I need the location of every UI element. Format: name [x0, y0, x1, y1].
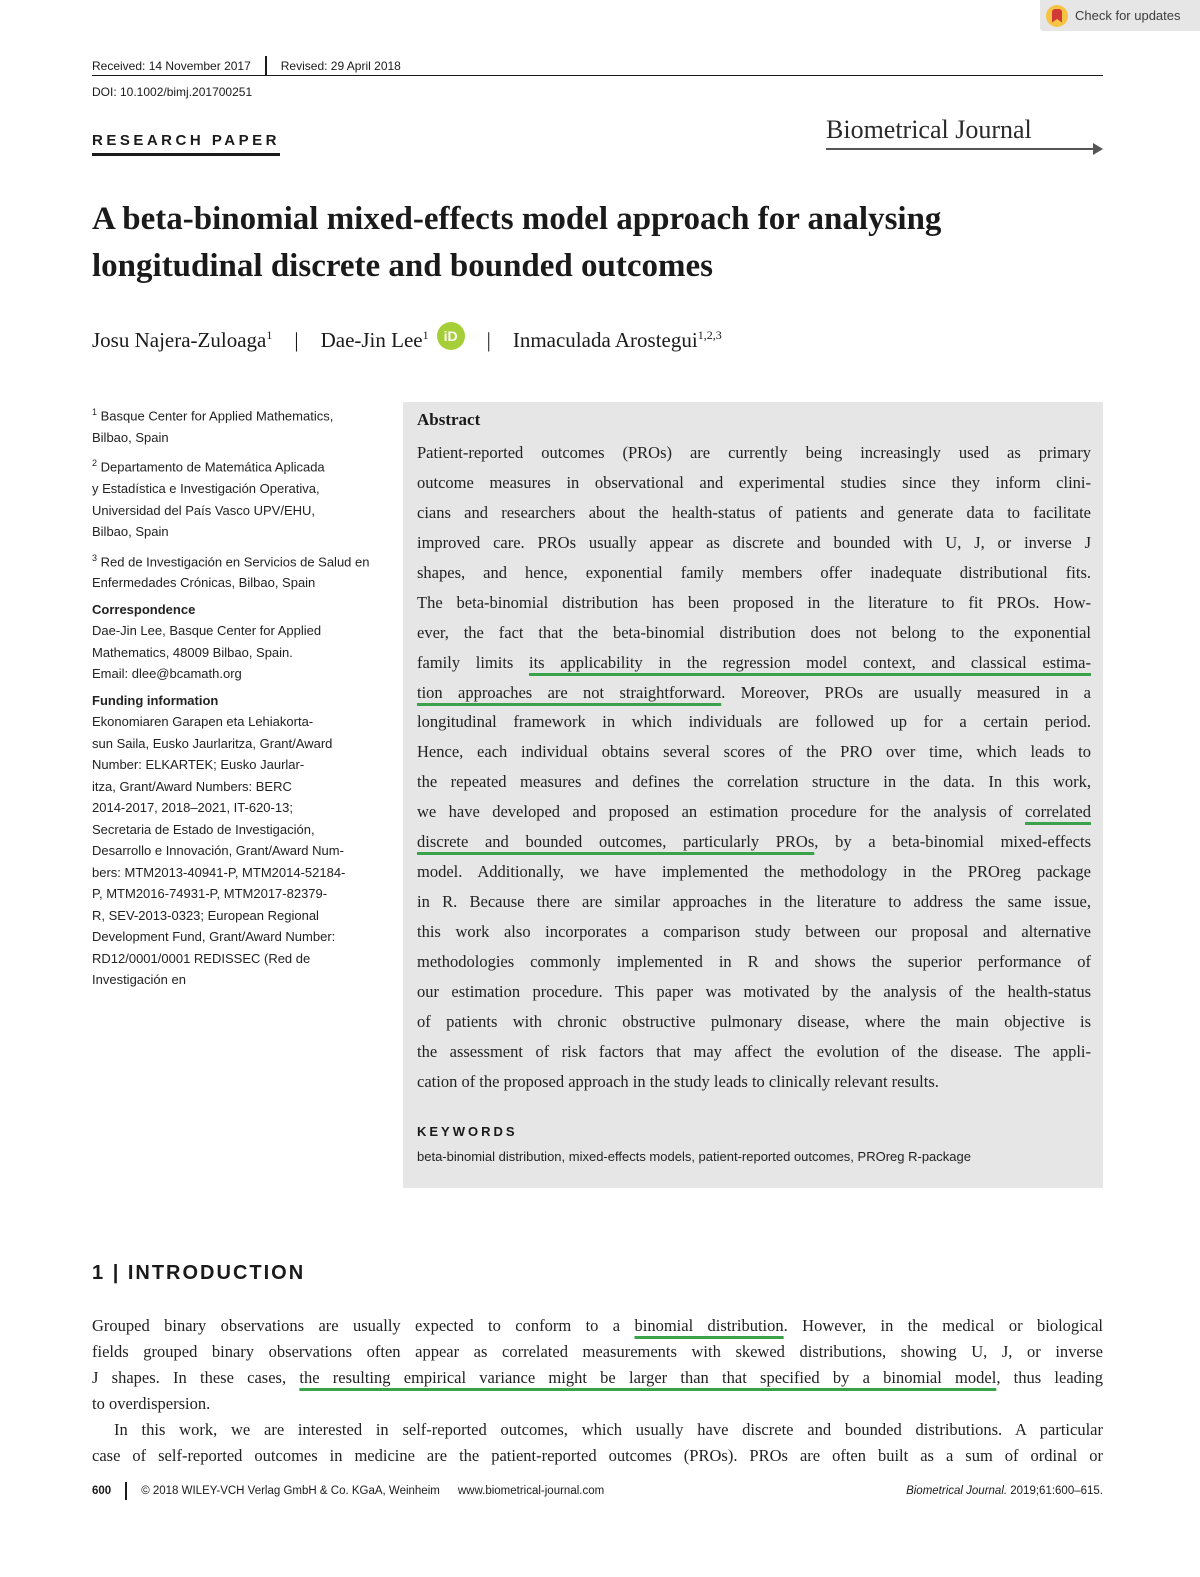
- abstract-line: [417, 1067, 1091, 1097]
- author-list: [92, 328, 722, 356]
- crossmark-icon: [1046, 5, 1068, 27]
- text-segment: of patients with chronic obstructive pulmonary disease, where the main objective is: [417, 1011, 1091, 1031]
- text-segment: improved care. PROs usually appear as discrete and bounded with U, J, or inverse J: [417, 532, 1091, 552]
- funding-line: Desarrollo e Innovación, Grant/Award Num-: [92, 843, 344, 859]
- funding-information: [92, 690, 392, 991]
- correspondence-body: [92, 620, 392, 685]
- text-segment: cation of the proposed approach in the study leads to clinically relevant results.: [417, 1071, 939, 1091]
- check-for-updates-label: Check for updates: [1075, 8, 1181, 23]
- highlighted-phrase: correlated: [1025, 802, 1091, 822]
- funding-line: Number: ELKARTEK; Eusko Jaurlar-: [92, 757, 305, 773]
- keywords-heading: KEYWORDS: [417, 1124, 518, 1139]
- article-info-column: [92, 402, 392, 996]
- author-separator: |: [486, 328, 491, 352]
- highlighted-phrase: binomial distribution: [634, 1316, 784, 1335]
- funding-line: Investigación en: [92, 972, 186, 988]
- affiliation-text: Red de Investigación en Servicios de Salud en: [100, 553, 370, 569]
- text-segment: fields grouped binary observations often appear as correlated measurements with skewed distributions, showing U, J, or inverse: [92, 1342, 1103, 1361]
- affiliation-text: Bilbao, Spain: [92, 429, 169, 445]
- highlighted-phrase: discrete and bounded outcomes, particularly PROs: [417, 832, 815, 852]
- affiliation-marker: 3: [92, 552, 98, 563]
- abstract-line: [417, 618, 1091, 648]
- footer-divider: [125, 1482, 127, 1500]
- text-segment: The beta-binomial distribution has been proposed in the literature to fit PROs. How-: [417, 592, 1091, 612]
- affiliation-text: Basque Center for Applied Mathematics,: [100, 408, 334, 424]
- highlighted-phrase: tion approaches are not straightforward: [417, 682, 722, 702]
- abstract-line: [417, 438, 1091, 468]
- journal-name: Biometrical Journal: [826, 115, 1032, 144]
- text-segment: our estimation procedure. This paper was motivated by the analysis of the health-status: [417, 981, 1091, 1001]
- intro-line: [92, 1339, 1103, 1365]
- abstract-line: [417, 887, 1091, 917]
- funding-line: Secretaria de Estado de Investigación,: [92, 821, 315, 837]
- received-date: Received: 14 November 2017: [92, 59, 251, 73]
- abstract-line: [417, 498, 1091, 528]
- correspondence-heading: Correspondence: [92, 601, 196, 617]
- text-segment: ever, the fact that the beta-binomial distribution does not belong to the exponential: [417, 622, 1091, 642]
- funding-body: [92, 711, 392, 991]
- abstract-line: [417, 977, 1091, 1007]
- abstract-line: [417, 857, 1091, 887]
- abstract-line: [417, 827, 1091, 857]
- section-divider: |: [112, 1262, 128, 1284]
- affiliation-line: [92, 521, 392, 543]
- text-segment: In this work, we are interested in self-reported outcomes, which usually have discrete and bounded distributions. A particular: [114, 1420, 1103, 1439]
- abstract-heading: Abstract: [417, 410, 481, 429]
- affiliation: [92, 453, 392, 542]
- text-segment: . Moreover, PROs are usually measured in a: [721, 682, 1091, 702]
- abstract-line: [417, 707, 1091, 737]
- funding-line: Development Fund, Grant/Award Number:: [92, 929, 336, 945]
- correspondence-line: Mathematics, 48009 Bilbao, Spain.: [92, 644, 293, 660]
- intro-line: [92, 1365, 1103, 1391]
- affiliation-line: [92, 572, 392, 594]
- intro-line: [92, 1417, 1103, 1443]
- article-type-label: RESEARCH PAPER: [92, 132, 280, 156]
- highlighted-phrase: the resulting empirical variance might be larger than that specified by a binomial model: [299, 1368, 997, 1387]
- copyright: © 2018 WILEY-VCH Verlag GmbH & Co. KGaA, Weinheim: [141, 1485, 440, 1497]
- author-separator: |: [294, 328, 299, 352]
- affiliation-line: [92, 453, 392, 478]
- text-segment: we have developed and proposed an estimation procedure for the analysis of: [417, 802, 1026, 822]
- text-segment: cians and researchers about the health-status of patients and generate data to facilitate: [417, 502, 1091, 522]
- page-number: 600: [92, 1485, 112, 1497]
- abstract-line: [417, 1037, 1091, 1067]
- abstract-line: [417, 528, 1091, 558]
- funding-heading: Funding information: [92, 692, 219, 708]
- check-for-updates-button[interactable]: [1040, 0, 1200, 31]
- abstract-line: [417, 588, 1091, 618]
- abstract-line: [417, 917, 1091, 947]
- keywords-list: beta-binomial distribution, mixed-effects models, patient-reported outcomes, PROreg R-package: [417, 1149, 971, 1164]
- abstract-line: [417, 678, 1091, 708]
- text-segment: in R. Because there are similar approaches in the literature to address the same issue,: [417, 892, 1091, 912]
- journal-arrow-icon: [826, 148, 1094, 150]
- text-segment: outcome measures in observational and experimental studies since they inform clini-: [417, 472, 1091, 492]
- text-segment: the assessment of risk factors that may affect the evolution of the disease. The appli-: [417, 1041, 1091, 1061]
- affiliation-text: y Estadística e Investigación Operativa,: [92, 481, 320, 497]
- text-segment: , thus leading: [996, 1368, 1103, 1387]
- affiliation-line: [92, 548, 392, 573]
- funding-line: sun Saila, Eusko Jaurlaritza, Grant/Award: [92, 735, 333, 751]
- affiliation-line: [92, 500, 392, 522]
- text-segment: family limits: [417, 652, 529, 672]
- text-segment: longitudinal framework in which individuals are followed up for a certain period.: [417, 712, 1091, 732]
- funding-line: Ekonomiaren Garapen eta Lehiakorta-: [92, 714, 314, 730]
- correspondence-line: Dae-Jin Lee, Basque Center for Applied: [92, 623, 322, 639]
- text-segment: case of self-reported outcomes in medicine are the patient-reported outcomes (PROs). PROs are often built as a sum of ordinal or: [92, 1446, 1103, 1465]
- section-number: 1: [92, 1262, 106, 1284]
- text-segment: Patient-reported outcomes (PROs) are currently being increasingly used as primary: [417, 443, 1091, 462]
- text-segment: Grouped binary observations are usually expected to conform to a: [92, 1316, 635, 1335]
- highlighted-phrase: its applicability in the regression model context, and classical estima-: [528, 652, 1091, 672]
- text-segment: the repeated measures and defines the correlation structure in the data. In this work,: [417, 772, 1091, 792]
- author: Josu Najera-Zuloaga$^1$: [92, 328, 273, 352]
- affiliations: [92, 402, 392, 594]
- text-segment: . However, in the medical or biological: [783, 1316, 1103, 1335]
- funding-line: R, SEV-2013-0323; European Regional: [92, 907, 319, 923]
- affiliation-text: Bilbao, Spain: [92, 524, 169, 540]
- text-segment: shapes, and hence, exponential family members offer inadequate distributional fits.: [417, 562, 1091, 582]
- affiliation-line: [92, 402, 392, 427]
- article-history: [92, 56, 401, 76]
- funding-line: P, MTM2016-74931-P, MTM2017-82379-: [92, 886, 328, 902]
- abstract-line: [417, 468, 1091, 498]
- orcid-icon[interactable]: iD: [437, 322, 465, 350]
- funding-line: itza, Grant/Award Numbers: BERC: [92, 778, 292, 794]
- affiliation: [92, 548, 392, 594]
- text-segment: this work also incorporates a comparison study between our proposal and alternative: [417, 922, 1091, 941]
- revised-date: Revised: 29 April 2018: [280, 59, 401, 73]
- author: Inmaculada Arostegui$^{1,2,3}$: [512, 328, 722, 352]
- abstract-line: [417, 558, 1091, 588]
- affiliation-marker: 2: [92, 458, 98, 469]
- affiliation-text: Departamento de Matemática Aplicada: [100, 459, 325, 475]
- footer-citation: Biometrical Journal. 2019;61:600–615.: [906, 1485, 1103, 1497]
- correspondence: [92, 599, 392, 685]
- section-title: INTRODUCTION: [127, 1262, 306, 1284]
- text-segment: J shapes. In these cases,: [92, 1368, 300, 1387]
- introduction-text: [92, 1313, 1103, 1469]
- text-segment: to overdispersion.: [92, 1394, 211, 1413]
- affiliation-text: Universidad del País Vasco UPV/EHU,: [92, 502, 316, 518]
- affiliation: [92, 402, 392, 448]
- affiliation-line: [92, 478, 392, 500]
- funding-line: RD12/0001/0001 REDISSEC (Red de: [92, 950, 311, 966]
- abstract-text: [417, 438, 1091, 1097]
- abstract-line: [417, 737, 1091, 767]
- funding-line: bers: MTM2013-40941-P, MTM2014-52184-: [92, 864, 346, 880]
- author: Dae-Jin Lee$^1$: [320, 328, 429, 352]
- page-footer: [92, 1482, 1103, 1500]
- abstract-line: [417, 648, 1091, 678]
- funding-line: 2014-2017, 2018–2021, IT-620-13;: [92, 800, 293, 816]
- doi[interactable]: DOI: 10.1002/bimj.201700251: [92, 85, 253, 99]
- intro-line: [92, 1391, 1103, 1417]
- abstract-line: [417, 947, 1091, 977]
- divider: [265, 56, 267, 76]
- text-segment: model. Additionally, we have implemented the methodology in the PROreg package: [417, 862, 1091, 882]
- text-segment: Hence, each individual obtains several scores of the PRO over time, which leads to: [417, 742, 1091, 762]
- text-segment: methodologies commonly implemented in R and shows the superior performance of: [417, 951, 1091, 971]
- journal-url[interactable]: www.biometrical-journal.com: [457, 1485, 605, 1497]
- header-rule: [92, 75, 1103, 76]
- abstract-line: [417, 767, 1091, 797]
- abstract-line: [417, 1007, 1091, 1037]
- affiliation-text: Enfermedades Crónicas, Bilbao, Spain: [92, 575, 316, 591]
- affiliation-marker: 1: [92, 407, 98, 417]
- text-segment: , by a beta-binomial mixed-effects: [814, 832, 1091, 852]
- intro-line: [92, 1443, 1103, 1469]
- section-heading: [92, 1262, 305, 1285]
- article-title: A beta-binomial mixed-effects model approach for analysing longitudinal discrete and bounded outcomes: [92, 201, 942, 284]
- correspondence-line: Email: dlee@bcamath.org: [92, 666, 242, 682]
- abstract-line: [417, 797, 1091, 827]
- intro-line: [92, 1313, 1103, 1339]
- affiliation-line: [92, 427, 392, 449]
